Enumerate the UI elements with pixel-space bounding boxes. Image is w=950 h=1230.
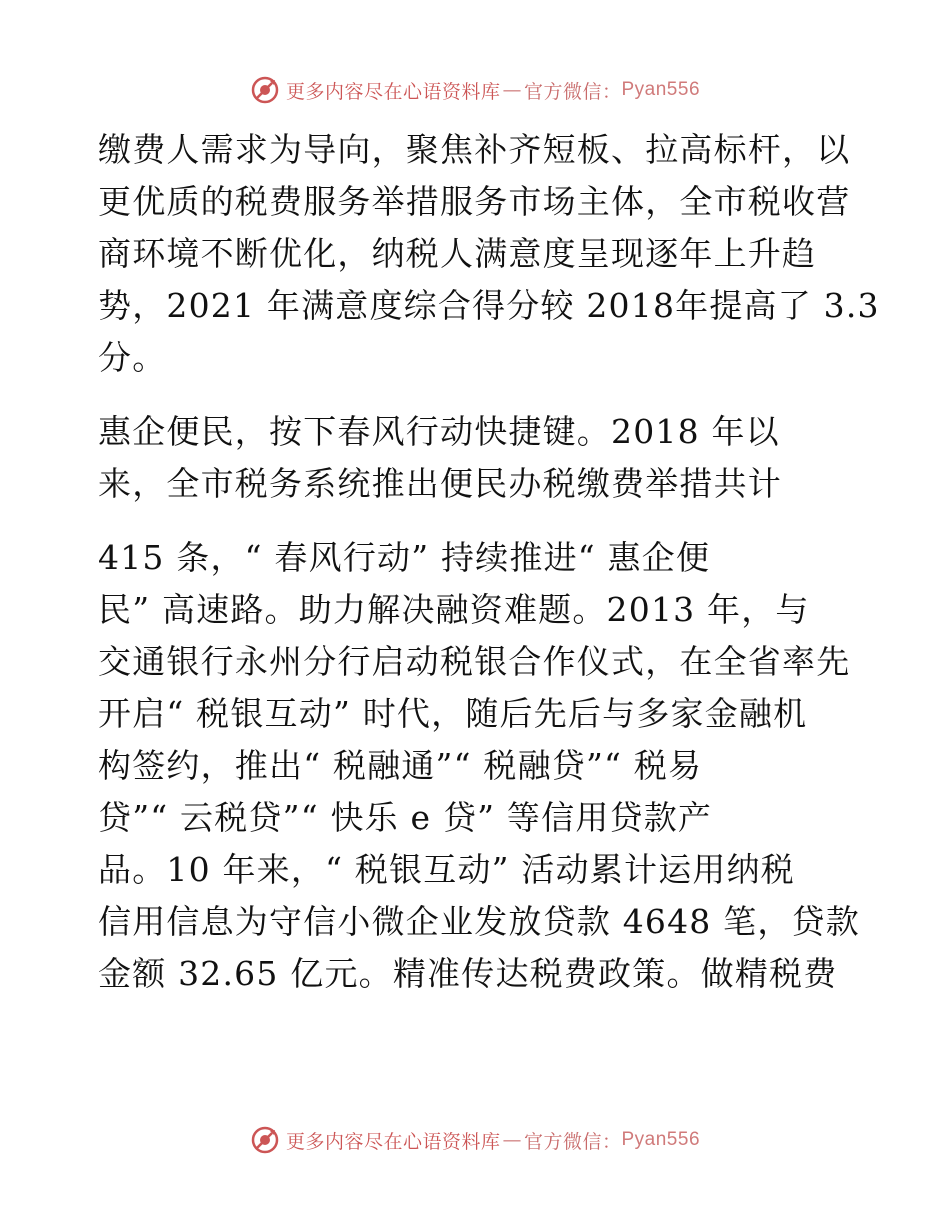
- text-line: 势，2021 年满意度综合得分较 2018年提高了 3.3: [98, 286, 880, 325]
- watermark-separator: —: [502, 1129, 522, 1151]
- text-line: 惠企便民，按下春风行动快捷键。2018 年以: [98, 412, 780, 451]
- text-line: 金额 32.65 亿元。精准传达税费政策。做精税费: [98, 954, 838, 993]
- watermark-wechat-id: Pyan556: [621, 1129, 701, 1150]
- logo-icon: [250, 1125, 280, 1155]
- text-line: 商环境不断优化，纳税人满意度呈现逐年上升趋: [98, 234, 817, 273]
- paragraph-1: [98, 124, 880, 384]
- text-line: 交通银行永州分行启动税银合作仪式，在全省率先: [98, 642, 851, 681]
- watermark-header: [0, 72, 950, 108]
- text-line: 民” 高速路。助力解决融资难题。2013 年，与: [98, 590, 810, 629]
- text-line: 来，全市税务系统推出便民办税缴费举措共计: [98, 464, 782, 503]
- text-line: 415 条，“ 春风行动” 持续推进“ 惠企便: [98, 538, 711, 577]
- text-line: 品。10 年来，“ 税银互动” 活动累计运用纳税: [98, 850, 796, 889]
- watermark-wechat-id: Pyan556: [621, 79, 701, 100]
- watermark-separator: —: [502, 79, 522, 101]
- watermark-brand: 更多内容尽在心语资料库: [285, 1130, 501, 1153]
- text-line: 开启“ 税银互动” 时代，随后先后与多家金融机: [98, 694, 808, 733]
- text-line: 缴费人需求为导向，聚焦补齐短板、拉高标杆，以: [98, 130, 851, 169]
- paragraph-3: [98, 532, 868, 1000]
- watermark-label: 官方微信：: [523, 1130, 622, 1153]
- text-line: 信用信息为守信小微企业发放贷款 4648 笔，贷款: [98, 902, 860, 941]
- document-body: [98, 124, 880, 1000]
- text-line: 更优质的税费服务举措服务市场主体，全市税收营: [98, 182, 851, 221]
- watermark-label: 官方微信：: [523, 80, 622, 103]
- text-line: 构签约，推出“ 税融通”“ 税融贷”“ 税易: [98, 746, 703, 785]
- logo-icon: [250, 75, 280, 105]
- paragraph-2: [98, 406, 868, 510]
- text-line: 分。: [98, 338, 167, 377]
- watermark-brand: 更多内容尽在心语资料库: [285, 80, 501, 103]
- text-line: 贷”“ 云税贷”“ 快乐 e 贷” 等信用贷款产: [98, 798, 713, 837]
- watermark-footer: [0, 1122, 950, 1158]
